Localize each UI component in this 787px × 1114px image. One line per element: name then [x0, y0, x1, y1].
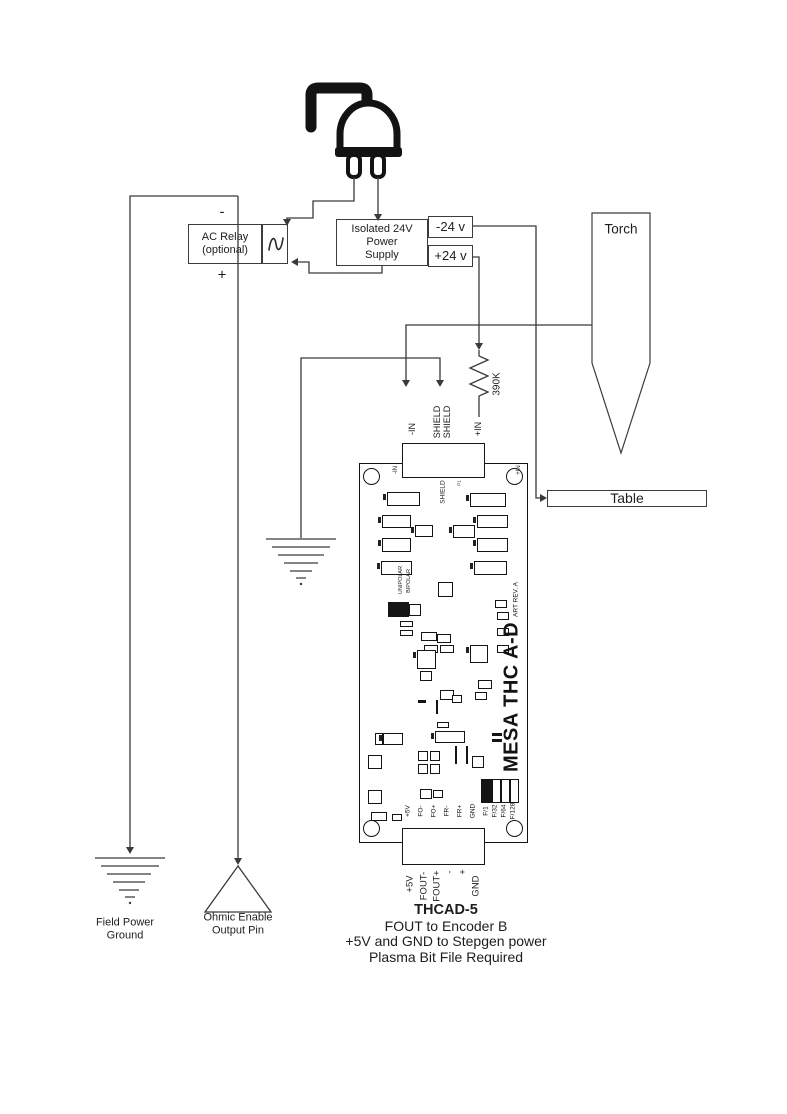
board-component [409, 604, 421, 616]
relay-minus-label: - [219, 203, 225, 221]
board-component [421, 632, 437, 641]
board-connector-top [402, 443, 485, 478]
resistor-value-label: 390K [491, 372, 503, 396]
board-component [470, 493, 506, 507]
board-pin-label: F/128 [509, 802, 517, 820]
component-designator-mark [473, 517, 476, 523]
board-component [430, 764, 440, 774]
board-component [477, 538, 508, 552]
board-pin-label: GND [469, 803, 477, 819]
board-component [475, 692, 487, 700]
board-component [510, 779, 519, 803]
neg-24v-box [428, 216, 473, 238]
board-component [477, 515, 508, 528]
board-component [388, 602, 409, 617]
caption-title: THCAD-5 [414, 902, 478, 918]
plug-prong-left [348, 155, 360, 177]
mounting-hole [506, 820, 523, 837]
board-component [501, 779, 510, 803]
board-component [387, 492, 420, 506]
board-pin-label: FO- [417, 805, 425, 817]
terminal-pin-label: FOUT- [418, 871, 430, 901]
board-component [453, 525, 475, 538]
component-designator-mark [473, 540, 476, 546]
board-component [418, 700, 426, 703]
component-designator-mark [466, 647, 469, 653]
pos-24v-label: +24 v [434, 248, 467, 264]
board-component [481, 779, 492, 803]
board-component [492, 779, 501, 803]
board-component [436, 700, 438, 714]
resistor-390k [470, 350, 488, 417]
board-pin-label: F/1 [482, 806, 490, 816]
supply-label-1: Isolated 24V Power [351, 223, 413, 249]
component-designator-mark [449, 527, 452, 533]
terminal-pin-label: FOUT+ [431, 870, 443, 902]
field-ground-label-2: Ground [106, 929, 144, 941]
shield-ground-symbol [266, 539, 336, 585]
board-component [392, 814, 402, 821]
mesa-rev-text: ART REV. A [512, 582, 520, 617]
board-component [400, 630, 413, 636]
shield-label-2: SHIELD [442, 405, 452, 439]
component-designator-mark [378, 517, 381, 523]
board-connector-bottom [402, 828, 485, 865]
torch-label: Torch [604, 221, 638, 237]
board-component [435, 731, 465, 743]
power-plug-icon [311, 88, 402, 177]
component-designator-mark [470, 563, 473, 569]
ohmic-label [203, 912, 272, 937]
board-pos-in-label: +IN [516, 465, 522, 475]
board-component [382, 538, 411, 552]
shield-label-1: SHIELD [432, 405, 442, 439]
board-component [382, 515, 411, 528]
plug-dome [340, 103, 397, 151]
ohmic-triangle [205, 866, 271, 912]
relay-plus-label: + [217, 266, 227, 284]
board-component [371, 812, 387, 821]
ohmic-label-2: Output Pin [212, 924, 264, 936]
board-neg-in-label: -IN [393, 466, 399, 474]
component-designator-mark [431, 733, 434, 739]
ohmic-label-1: Ohmic Enable [203, 911, 273, 924]
ac-relay-label-2: (optional) [202, 244, 248, 256]
terminal-pin-label: +5V [404, 875, 416, 893]
sine-wave-icon [264, 228, 286, 260]
board-pin-label: FR+ [456, 804, 464, 818]
board-component [474, 561, 507, 575]
field-ground-label [96, 917, 154, 942]
component-designator-mark [383, 494, 386, 500]
mounting-hole [363, 468, 380, 485]
terminal-pin-label: GND [470, 875, 482, 897]
relay-coil-box [262, 224, 288, 264]
board-component [383, 733, 403, 745]
supply-label-2: Supply [365, 248, 399, 261]
terminal-pin-label: - [444, 870, 456, 874]
table-box [547, 490, 707, 507]
board-pin-label: FO+ [430, 804, 438, 818]
ac-relay-label-1: AC Relay [201, 231, 249, 244]
board-component [472, 756, 484, 768]
board-component [368, 755, 382, 769]
component-designator-mark [378, 540, 381, 546]
board-component [368, 790, 382, 804]
board-component [433, 790, 443, 798]
unipolar-label: UNIPOLAR [398, 565, 404, 595]
board-component [400, 621, 413, 627]
neg-24v-label: -24 v [436, 219, 465, 235]
board-component [437, 634, 451, 643]
field-ground-symbol [95, 858, 165, 904]
board-component [452, 695, 462, 703]
board-component [437, 722, 449, 728]
board-component [418, 751, 428, 761]
board-silkscreen [501, 582, 524, 772]
plug-base [335, 147, 402, 157]
isolated-supply-box [336, 219, 428, 266]
mounting-hole [363, 820, 380, 837]
board-component [417, 650, 436, 669]
plug-prong-right [372, 155, 384, 177]
board-p1-label: P1 [456, 480, 462, 486]
board-pin-label: F/32 [491, 804, 499, 818]
pos-24v-box [428, 245, 473, 267]
board-component [440, 645, 454, 653]
component-designator-mark [411, 527, 414, 533]
caption-line-2: +5V and GND to Stepgen power [345, 933, 547, 949]
board-component [418, 764, 428, 774]
board-component [455, 746, 457, 764]
board-shield-label: SHIELD [439, 480, 447, 504]
pos-in-label: +IN [473, 421, 483, 437]
board-component [470, 645, 488, 663]
terminal-pin-label: + [457, 869, 469, 875]
neg-in-label: -IN [407, 423, 417, 435]
mesa-brand-text: MESA THC A-D [500, 621, 523, 772]
board-component [420, 789, 432, 799]
board-pin-label: F/64 [500, 804, 508, 818]
board-pin-label: +5V [404, 805, 412, 817]
component-designator-mark [413, 652, 416, 658]
table-label: Table [610, 490, 644, 507]
board-pin-label: FR- [443, 805, 451, 817]
board-component [430, 751, 440, 761]
field-ground-label-1: Field Power [95, 916, 155, 929]
caption-line-1: FOUT to Encoder B [384, 918, 508, 934]
board-component [420, 671, 432, 681]
component-designator-mark [379, 735, 382, 741]
component-designator-mark [466, 495, 469, 501]
ac-relay-box [188, 224, 262, 264]
board-component [478, 680, 492, 689]
board-component [466, 746, 468, 764]
caption-line-3: Plasma Bit File Required [368, 949, 524, 965]
component-designator-mark [377, 563, 380, 569]
torch-shape [592, 213, 650, 453]
bipolar-label: BIPOLAR [406, 569, 412, 593]
board-component [438, 582, 453, 597]
board-component [415, 525, 433, 537]
